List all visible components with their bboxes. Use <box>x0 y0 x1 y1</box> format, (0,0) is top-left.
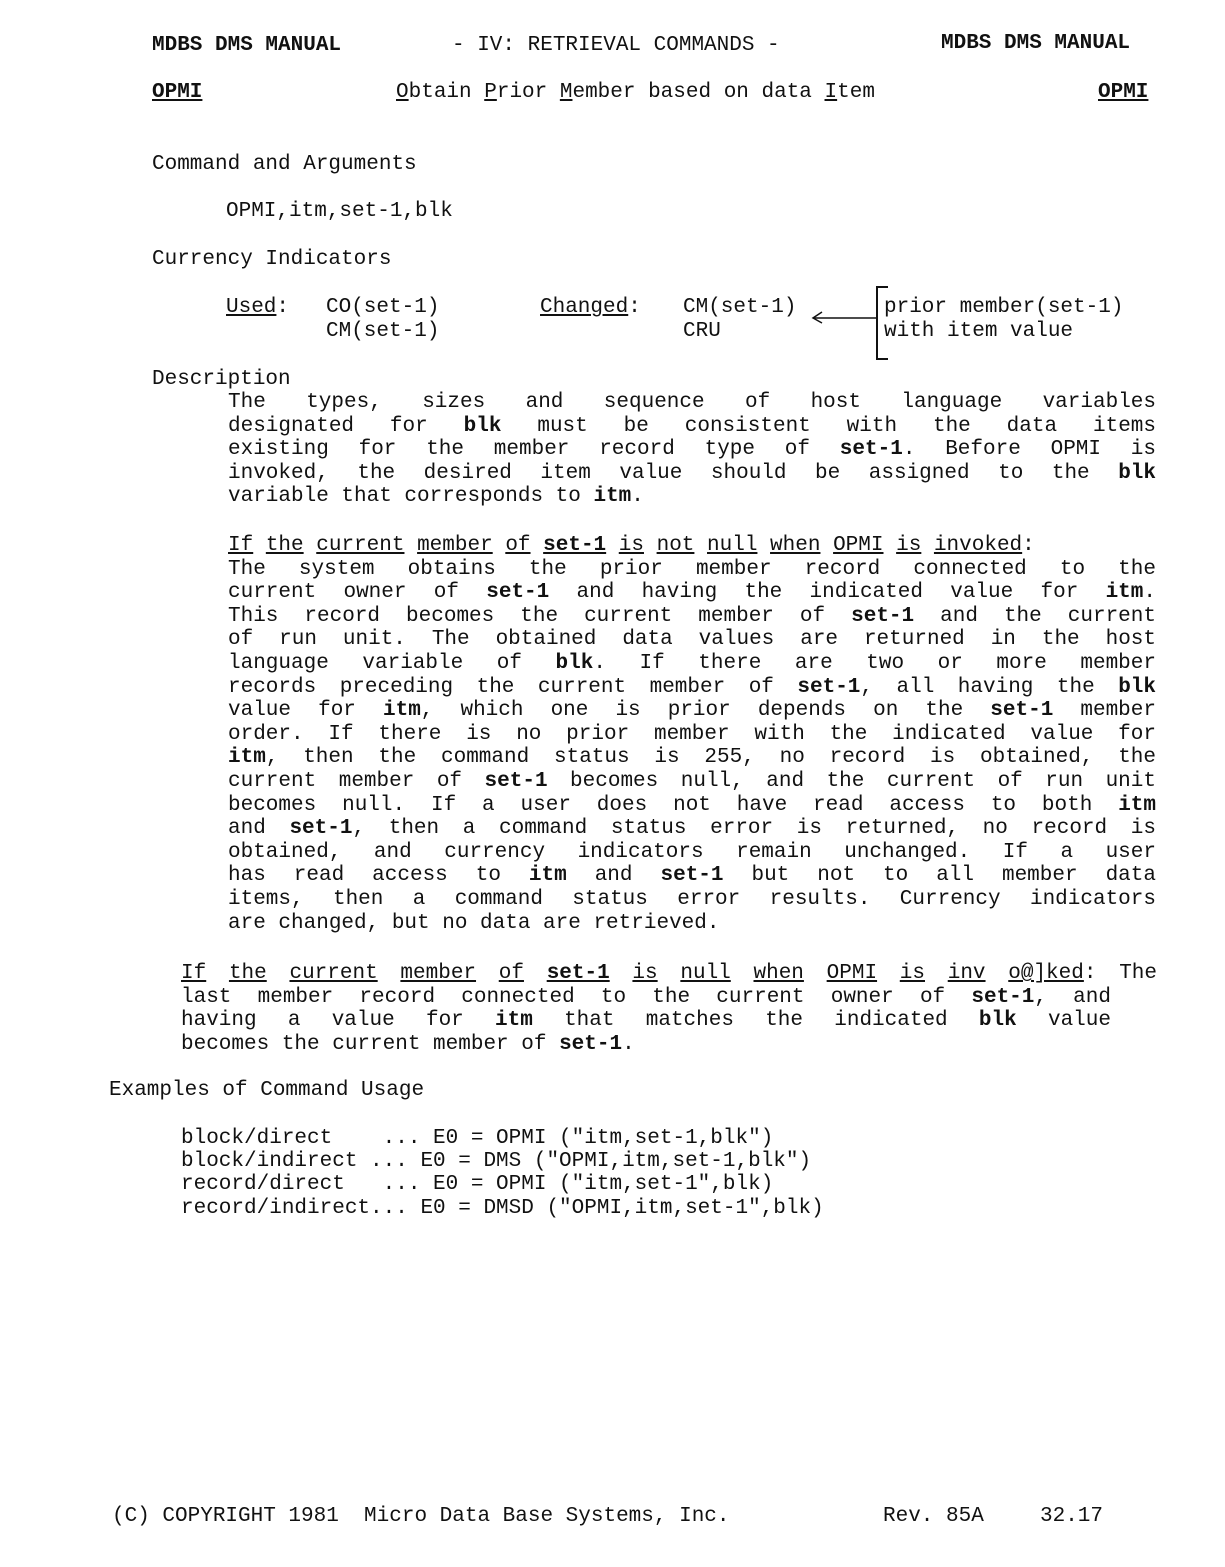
currency-heading: Currency Indicators <box>152 248 392 271</box>
note-line-1: prior member(set-1) <box>884 296 1124 319</box>
text-line: This record becomes the current member of set-1 and the current <box>228 604 1156 628</box>
footer-page-number: 32.17 <box>1040 1505 1104 1528</box>
changed-label: Changed: <box>540 296 641 319</box>
text-line: and set-1, then a command status error is returned, no record is <box>228 817 1156 841</box>
text-line: items, then a command status error results. Currency indicators <box>228 887 1156 911</box>
condition-heading: If the current member of set-1 is not null when OPMI is invoked: <box>228 534 1035 557</box>
text-line: are changed, but no data are retrieved. <box>228 911 720 935</box>
footer-revision: Rev. 85A <box>883 1505 984 1528</box>
running-header-center: - IV: RETRIEVAL COMMANDS - <box>452 34 780 57</box>
text-line: current owner of set-1 and having the indicated value for itm. <box>228 581 1156 605</box>
text-line: has read access to itm and set-1 but not to all member data <box>228 864 1156 888</box>
text-line: itm, then the command status is 255, no record is obtained, the <box>228 746 1156 770</box>
text-line: current member of set-1 becomes null, and the current of run unit <box>228 769 1156 793</box>
text-line: existing for the member record type of set-1. Before OPMI is <box>228 438 1157 462</box>
example-row: record/direct ... E0 = OPMI ("itm,set-1",blk) <box>181 1173 774 1196</box>
running-header-left: MDBS DMS MANUAL <box>152 34 342 57</box>
text-line: becomes the current member of set-1. <box>181 1032 635 1056</box>
example-row: block/indirect ... E0 = DMS ("OPMI,itm,set-1,blk") <box>181 1150 812 1173</box>
changed-item-2: CRU <box>683 320 721 343</box>
text-line: invoked, the desired item value should be assigned to the blk <box>228 461 1156 485</box>
text-line: records preceding the current member of set-1, all having the blk <box>228 675 1156 699</box>
note-line-2: with item value <box>884 320 1074 343</box>
text-line: becomes null. If a user does not have read access to both itm <box>228 793 1156 817</box>
description-heading: Description <box>152 368 291 391</box>
description-paragraph-2 <box>228 534 1156 935</box>
text-line: obtained, and currency indicators remain unchanged. If a user <box>228 840 1156 864</box>
text-line: last member record connected to the current owner of set-1, and <box>181 985 1111 1009</box>
text-line: designated for blk must be consistent with the data items <box>228 414 1156 438</box>
text-line: value for itm, which one is prior depends on the set-1 member <box>228 699 1156 723</box>
examples-heading: Examples of Command Usage <box>109 1079 425 1102</box>
text-line: The system obtains the prior member record connected to the <box>228 557 1156 581</box>
text-line: of run unit. The obtained data values are returned in the host <box>228 628 1156 652</box>
condition-heading: If the current member of set-1 is null when OPMI is inv o@]ked: The <box>181 962 1158 985</box>
text-line: The types, sizes and sequence of host language variables <box>228 391 1156 414</box>
used-item-1: CO(set-1) <box>326 296 440 319</box>
command-heading: Command and Arguments <box>152 153 417 176</box>
text-line: order. If there is no prior member with the indicated value for <box>228 722 1156 746</box>
example-row: block/direct ... E0 = OPMI ("itm,set-1,blk") <box>181 1127 774 1150</box>
changed-item-1: CM(set-1) <box>683 296 797 319</box>
text-line: variable that corresponds to itm. <box>228 485 644 509</box>
description-paragraph-3 <box>181 962 1157 1056</box>
footer-copyright: (C) COPYRIGHT 1981 Micro Data Base Systems, Inc. <box>112 1505 730 1528</box>
running-header-right: MDBS DMS MANUAL <box>941 32 1131 55</box>
text-line: language variable of blk. If there are two or more member <box>228 651 1156 675</box>
command-code-left: OPMI <box>152 81 203 104</box>
arrow-left-icon <box>808 306 878 328</box>
command-syntax: OPMI,itm,set-1,blk <box>226 200 453 223</box>
text-line: having a value for itm that matches the indicated blk value <box>181 1009 1111 1033</box>
used-label: Used: <box>226 296 290 319</box>
command-code-right: OPMI <box>1098 81 1149 104</box>
used-item-2: CM(set-1) <box>326 320 440 343</box>
description-paragraph-1 <box>228 391 1156 509</box>
command-title: Obtain Prior Member based on data Item <box>396 81 875 104</box>
example-row: record/indirect... E0 = DMSD ("OPMI,itm,set-1",blk) <box>181 1197 824 1220</box>
